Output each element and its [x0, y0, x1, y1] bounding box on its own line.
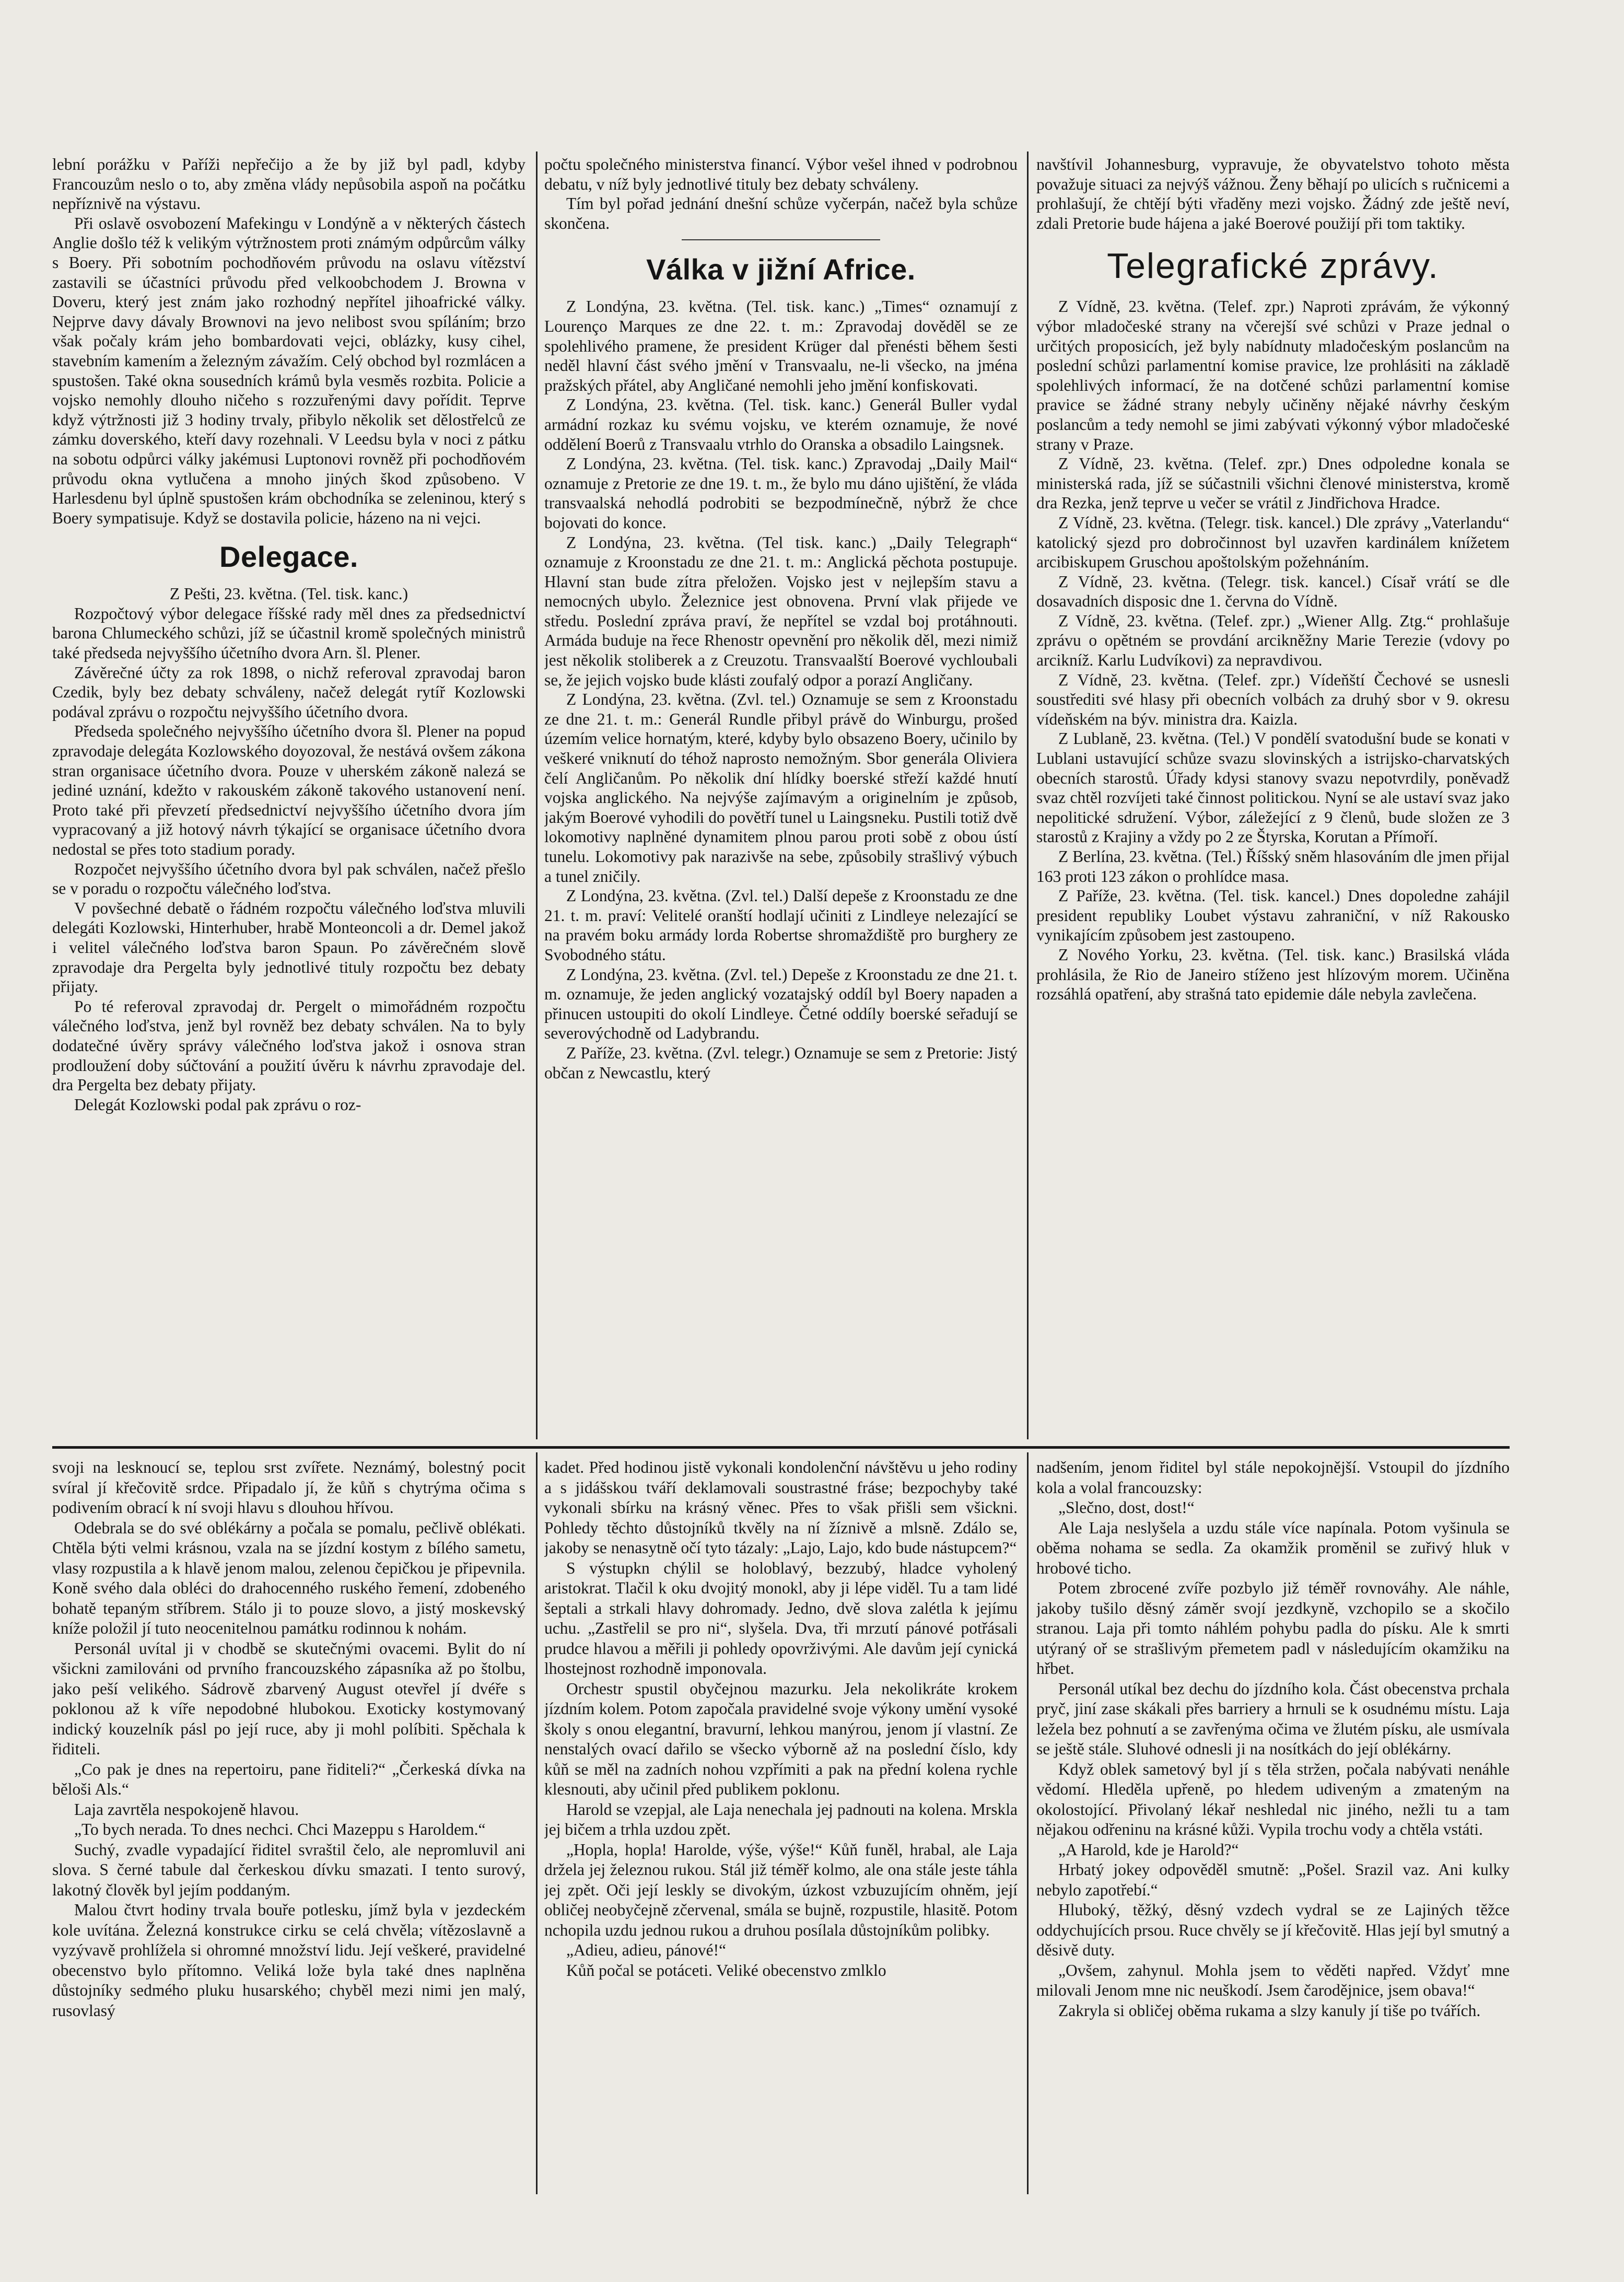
- section-heading-valka: Válka v jižní Africe.: [646, 253, 916, 286]
- story-paragraph: kadet. Před hodinou jistě vykonali kondolenční návštěvu u jeho rodiny a s jidášskou tváří deklamovali soustrastné fráse; bezpochyby také vykonali sbírku na krásný věnec. Přes to však přišli sem všickni. Pohledy těchto důstojníků tkvěly na ní žíznivě a mlsně. Zdálo se, jakoby se nenasytně očí tyto tázaly: „Lajo, Lajo, kdo bude nástupcem?“: [544, 1458, 1018, 1557]
- article-paragraph: Z Londýna, 23. května. (Zvl. tel.) Oznamuje se sem z Kroonstadu ze dne 21. t. m.: Generál Rundle přibyl právě do Winburgu, prošed územím velice hornatým, které, kdyby bylo obsazeno Boery, učinilo by veškeré vniknutí do téhož naprosto nemožným. Sbor generála Oliviera čelí Angličanům. Po několik dní hlídky boerské střeží každé hnutí vojska anglického. Na nejvýše zajímavým a originelním je způsob, jakým Boerové vyhodili do povětří tunel u Laingsneku. Pustili totiž dvě lokomotivy naplněné dynamitem plnou parou proti sobě z obou ústí tunelu. Lokomotivy pak narazivše na sebe, způsobily strašlivý výbuch a tunel zničily.: [544, 690, 1018, 886]
- article-paragraph: Z Vídně, 23. května. (Telef. zpr.) Naproti zprávám, že výkonný výbor mladočeské strany na včerejší své schůzi v Praze jednal o určitých proposicích, jež byly nabídnuty mladočeským poslancům na poslední schůzi parlamentní komise pravice, lze prohlásiti na základě spolehlivých informací, že na dotčené schůzi parlamentní komise pravice se žádné strany nebyly učiněny nějaké návrhy českým poslancům a tedy nemohl se jimi zabývati výkonný výbor mladočeské strany v Praze.: [1036, 297, 1510, 453]
- article-paragraph: Z Vídně, 23. května. (Telegr. tisk. kancel.) Dle zprávy „Vaterlandu“ katolický sjezd pro dobročinnost byl uzavřen kardinálem knížetem arcibiskupem Gruschou apoštolským požehnáním.: [1036, 513, 1510, 572]
- story-paragraph: Odebrala se do své oblékárny a počala se pomalu, pečlivě oblékati. Chtěla býti velmi krásnou, vzala na se jízdní kostym z bílého sametu, vlasy rozpustila a k hlavě jenom malou, zelenou čepičkou je připevnila. Koně svého dala obléci do drahocenného ruského řemení, zdobeného bohatě tepaným stříbrem. Stálo ji to pouze slovo, a jistý moskevský kníže položil jí tuto neocenitelnou památku rodinnou k nohám.: [52, 1518, 525, 1637]
- story-paragraph: Personál uvítal ji v chodbě se skutečnými ovacemi. Bylit do ní všickni zamilováni od prvního francouzského zápasníka až po štolbu, jako peší velikého. Sádrově zbarvený August otevřel jí dvéře s poklonou až k víře nepodobné hlubokou. Exoticky kostymovaný indický kouzelník pásl po její ruce, aby ji mohl políbiti. Spěchala k řiditeli.: [52, 1639, 525, 1758]
- news-column-3: [1036, 155, 1510, 1439]
- story-paragraph: „To bych nerada. To dnes nechci. Chci Mazeppu s Haroldem.“: [74, 1820, 486, 1838]
- article-paragraph: Z Londýna, 23. května. (Tel. tisk. kanc.) Generál Buller vydal armádní rozkaz ku svému vojsku, ve kterém oznamuje, že nové oddělení Boerů z Transvaalu vtrhlo do Oranska a obsadilo Laingsnek.: [544, 395, 1018, 453]
- article-paragraph: Tím byl pořad jednání dnešní schůze vyčerpán, načež byla schůze skončena.: [544, 194, 1018, 232]
- column-rule: [536, 1452, 538, 2194]
- story-paragraph: Suchý, zvadle vypadající řiditel svraštil čelo, ale nepromluvil ani slova. S černé tabule dal čerkeskou dívku smazati. I tento surový, lakotný člověk byl jejím poddaným.: [52, 1840, 525, 1899]
- article-paragraph: Z Londýna, 23. května. (Zvl. tel.) Další depeše z Kroonstadu ze dne 21. t. m. praví: Velitelé oranští hodlají učiniti z Lindleye nelezající se na pravém boku armády lorda Robertse shromaždiště pro burghery ze Svobodného státu.: [544, 887, 1018, 964]
- article-paragraph: Z Londýna, 23. května. (Zvl. tel.) Depeše z Kroonstadu ze dne 21. t. m. oznamuje, že jeden anglický vozatajský oddíl byl Boery napaden a přinucen ustoupiti do okolí Lindleye. Četné oddíly boerské seřadují se severovýchodně od Ladybrandu.: [544, 965, 1018, 1043]
- story-paragraph: Laja zavrtěla nespokojeně hlavou.: [74, 1800, 299, 1819]
- column-rule: [536, 152, 538, 1439]
- article-paragraph: počtu společného ministerstva financí. Výbor vešel ihned v podrobnou debatu, v níž byly jednotlivé tituly bez debaty schváleny.: [544, 155, 1018, 193]
- article-paragraph: Po té referoval zpravodaj dr. Pergelt o mimořádném rozpočtu válečného loďstva, jenž byl rovněž bez debaty schválen. Na to byly dodatečné úvěry správy válečného loďstva jakož i osnova stran prodloužení doby súčtování a použití úvěru k návrhu zpravodaje del. dra Pergelta bez debaty přijaty.: [52, 997, 525, 1095]
- article-paragraph: V povšechné debatě o řádném rozpočtu válečného loďstva mluvili delegáti Kozlowski, Hinterhuber, hrabě Monteoncoli a dr. Demel jakož i velitel válečného loďstva baron Spaun. Po závěrečném slově zpravodaje dra Pergelta byly jednotlivé tituly rozpočtu bez debaty přijaty.: [52, 899, 525, 996]
- story-paragraph: Kůň počal se potáceti. Veliké obecenstvo zmlklo: [566, 1961, 886, 1980]
- story-paragraph: Harold se vzepjal, ale Laja nenechala jej padnouti na kolena. Mrskla jej bičem a trhla uzdou zpět.: [544, 1800, 1018, 1838]
- story-paragraph: svoji na lesknoucí se, teplou srst zvířete. Neznámý, bolestný pocit svíral jí křečovitě srdce. Připadalo jí, že kůň s chytrýma očima s podivením obrací k ní svoji hlavu s dlouhou hřívou.: [52, 1458, 525, 1517]
- article-paragraph: navštívil Johannesburg, vypravuje, že obyvatelstvo tohoto města považuje situaci za nejvýš vážnou. Ženy běhají po ulicích s ručnicemi a prohlašují, že chtějí býti vřaděny mezi vojsko. Žádný zde ještě neví, zdali Pretorie bude hájena a jaké Boerové použijí při tom taktiky.: [1036, 155, 1510, 232]
- news-column-1: [52, 155, 525, 1439]
- article-paragraph: Rozpočtový výbor delegace říšské rady měl dnes za předsednictví barona Chlumeckého schůzi, jíž se účastnil kromě společných ministrů také předseda nejvyššího účetního dvora Arn. šl. Plener.: [52, 604, 525, 662]
- article-paragraph: Z Nového Yorku, 23. května. (Tel. tisk. kanc.) Brasilská vláda prohlásila, že Rio de Janeiro stíženo jest hlízovým morem. Učiněna rozsáhlá opatření, aby strašná tato epidemie dále nebyla zavlečena.: [1036, 945, 1510, 1004]
- news-column-2: [544, 155, 1018, 1439]
- article-paragraph: Z Vídně, 23. května. (Telegr. tisk. kancel.) Císař vrátí se dle dosavadních disposic dne 1. června do Vídně.: [1036, 572, 1510, 611]
- feuilleton-column-1: [52, 1458, 525, 2189]
- story-paragraph: „Adieu, adieu, pánové!“: [566, 1941, 727, 1959]
- feuilleton-separator: [52, 1446, 1510, 1449]
- feuilleton-column-2: [544, 1458, 1018, 2189]
- article-paragraph: Předseda společného nejvyššího účetního dvora šl. Plener na popud zpravodaje delegáta Kozlowského doyozoval, že nestává ovšem zákona stran organisace účetního dvora. Pouze v uherském zákoně nalezá se jediné uznání, kdežto v rakouském zákoně takového ustanovení není. Proto také při převzetí předsednictví nejvyššího účetního dvora jím vypracovaný a již hotový návrh týkající se organisace účetního dvora nedostal se přes toto stadium porady.: [52, 722, 525, 858]
- story-paragraph: „A Harold, kde je Harold?“: [1058, 1840, 1239, 1859]
- story-paragraph: Potem zbrocené zvíře pozbylo již téměř rovnováhy. Ale náhle, jakoby tušilo děsný záměr svojí jezdkyně, vzchopilo se a skočilo stranou. Laja při tomto náhlém pohybu padla do písku. Ale k smrti utýraný oř se strašlivým přemetem padl v následujícím okamžiku na hřbet.: [1036, 1579, 1510, 1678]
- feuilleton-column-3: [1036, 1458, 1510, 2189]
- article-paragraph: Závěrečné účty za rok 1898, o nichž referoval zpravodaj baron Czedik, byly bez debaty schváleny, načež delegát rytíř Kozlowski podával zprávu o rozpočtu nejvyššího účetního dvora.: [52, 663, 525, 721]
- story-paragraph: Personál utíkal bez dechu do jízdního kola. Část obecenstva prchala pryč, jiní zase skákali přes barriery a hrnuli se k osudnému místu. Laja ležela bez pohnutí a se zavřenýma očima ve žlutém písku, ale usmívala se ještě stále. Sluhové odnesli ji na nosítkách do její oblékárny.: [1036, 1679, 1510, 1758]
- story-paragraph: Orchestr spustil obyčejnou mazurku. Jela nekolikráte krokem jízdním kolem. Potom započala pravidelné svoje výkony umění vysoké školy s onou elegantní, bravurní, lehkou manýrou, jenom jí vlastní. Ze nenstalých ovací dařilo se všecko výborně až na poslední číslo, kdy kůň se měl na zadních nohou vzpřímiti a pak na přední kolena rychle klesnouti, aby učinil před publikem poklonu.: [544, 1679, 1018, 1798]
- story-paragraph: nadšením, jenom řiditel byl stále nepokojnější. Vstoupil do jízdního kola a volal francouzsky:: [1036, 1458, 1510, 1497]
- dateline: Z Pešti, 23. května. (Tel. tisk. kanc.): [169, 585, 408, 603]
- story-paragraph: „Slečno, dost, dost!“: [1058, 1498, 1195, 1517]
- article-paragraph: Při oslavě osvobození Mafekingu v Londýně a v některých částech Anglie došlo též k velikým výtržnostem proti známým odpůrcům války s Boery. Při sobotním pochodňovém průvodu na oslavu vítězství zastavili se účastníci průvodu před velkoobchodem J. Browna v Doveru, který jest znám jako rozhodný nepřítel jihoafrické války. Nejprve davy dávaly Brownovi na jevo nelibost svou spíláním; brzo však počaly krám jeho bombardovati vejci, oblázky, kusy cihel, stavebním kamením a železným závažím. Celý obchod byl rozmlácen a spustošen. Také okna sousedních krámů byla vesměs rozbita. Policie a vojsko nemohly dlouho ničeho s rozzuřenými davy pořídit. Teprve když výtržnosti již 3 hodiny trvaly, přibylo několik set dělostřelců ze zámku doverského, kteří davy rozehnali. V Leedsu byla v noci z pátku na sobotu odpůrci války jakémusi Luptonovi rovněž při pochodňovém průvodu okna vytlučena a mnoho jiných škod způsobeno. V Harlesdenu byl úplně spustošen krám obchodníka se zeleninou, který s Boery sympatisuje. Když se dostavila policie, házeno na ni vejci.: [52, 214, 525, 527]
- article-paragraph: lební porážku v Paříži nepřečijo a že by již byl padl, kdyby Francouzům neslo o to, aby změna vlády nepůsobila aspoň na počátku nepříznivě na výstavu.: [52, 155, 525, 213]
- section-heading-delegace: Delegace.: [219, 540, 358, 574]
- article-paragraph: Z Paříže, 23. května. (Tel. tisk. kancel.) Dnes dopoledne zahájil president republiky Loubet výstavu zahraniční, v níž Rakousko vynikajícím způsobem jest zastoupeno.: [1036, 887, 1510, 945]
- article-paragraph: Z Londýna, 23. května. (Tel. tisk. kanc.) Zpravodaj „Daily Mail“ oznamuje z Pretorie ze dne 19. t. m., že bylo mu dáno ujištění, že vláda transvaalská nehodlá podrobiti se bezpodmínečně, nýbrž že chce bojovati do konce.: [544, 455, 1018, 532]
- article-paragraph: Z Paříže, 23. května. (Zvl. telegr.) Oznamuje se sem z Pretorie: Jistý občan z Newcastlu, který: [544, 1043, 1018, 1082]
- article-paragraph: Z Vídně, 23. května. (Telef. zpr.) Vídeňští Čechové se usnesli soustřediti své hlasy při obecních volbách za druhý sbor v 9. okresu vídeňském na býv. ministra dra. Kaizla.: [1036, 670, 1510, 728]
- short-rule: [682, 239, 880, 240]
- story-paragraph: Zakryla si obličej oběma rukama a slzy kanuly jí tiše po tvářích.: [1058, 2001, 1481, 2020]
- article-paragraph: Delegát Kozlowski podal pak zprávu o roz-: [74, 1095, 361, 1114]
- article-paragraph: Z Londýna, 23. května. (Tel. tisk. kanc.) „Times“ oznamují z Lourenço Marques ze dne 22. t. m.: Zpravodaj dověděl se ze spolehlivého pramene, že president Krüger dal přenésti během šesti neděl hlavní část svého jmění v Transvaalu, ne-li všecko, na jména pražských přátel, aby Angličané nemohli jeho jmění konfiskovati.: [544, 297, 1018, 394]
- story-paragraph: S výstupkn chýlil se holoblavý, bezzubý, hladce vyholený aristokrat. Tlačil k oku dvojitý monokl, aby ji lépe viděl. Tu a tam lidé šeptali a strkali hlavy dohromady. Jedno, dvě slova zalétla k jejímu uchu. „Zastřelil se pro ni“, slyšela. Dva, tři mrzutí pánové potřásali prudce hlavou a měřili ji pohledy opovrživými. Ale davům její cynická lhostejnost rozhodně imponovala.: [544, 1558, 1018, 1678]
- article-paragraph: Rozpočet nejvyššího účetního dvora byl pak schválen, načež přešlo se v poradu o rozpočtu válečného loďstva.: [52, 859, 525, 898]
- column-rule: [1027, 1452, 1029, 2194]
- story-paragraph: „Hopla, hopla! Harolde, výše, výše!“ Kůň funěl, hrabal, ale Laja držela jej železnou rukou. Stál již téměř kolmo, ale ona stále jeste táhla jej zpět. Oči její leskly se divokým, úzkost vzbuzujícím ohněm, její obličej neobyčejně zčervenal, smála se bujně, rozpustile, hlasitě. Potom nchopila uzdu jednou rukou a druhou posílala důstojníkům polibky.: [544, 1840, 1018, 1939]
- story-paragraph: Ale Laja neslyšela a uzdu stále více napínala. Potom vyšinula se oběma nohama se sedla. Za okamžik proměnil se zuřivý hluk v hrobové ticho.: [1036, 1518, 1510, 1577]
- story-paragraph: „Ovšem, zahynul. Mohla jsem to věděti napřed. Vždyť mne milovali Jenom mne nic neuškodí. Jsem čarodějnice, jsem obava!“: [1036, 1961, 1510, 1999]
- story-paragraph: Hrbatý jokey odpověděl smutně: „Pošel. Srazil vaz. Ani kulky nebylo zapotřebí.“: [1036, 1860, 1510, 1899]
- article-paragraph: Z Lublaně, 23. května. (Tel.) V pondělí svatodušní bude se konati v Lublani ustavující schůze svazu slovinských a istrijsko-charvatských obecních starostů. Úřady kdysi stanovy svazu nepotvrdily, poněvadž svaz chtěl rozvíjeti také činnost politickou. Nyní se ale ustaví svaz jako nepolitické sdružení. Výbor, záležející z 9 členů, bude složen ze 3 starostů z Krajiny a vždy po 2 ze Štyrska, Korutan a Přímoří.: [1036, 729, 1510, 846]
- article-paragraph: Z Vídně, 23. května. (Telef. zpr.) „Wiener Allg. Ztg.“ prohlašuje zprávu o opětném se provdání arcikněžny Marie Terezie (vdovy po arcikníž. Karlu Ludvíkovi) za nepravdivou.: [1036, 611, 1510, 670]
- story-paragraph: Když oblek sametový byl jí s těla stržen, počala nabývati nenáhle vědomí. Hleděla upřeně, po hledem udiveným a zmateným na okolostojící. Přivolaný lékař neshledal nic jiného, nežli tu a tam nějakou odřeninu na krásné kůži. Vypila trochu vody a chtěla vstáti.: [1036, 1760, 1510, 1838]
- story-paragraph: Malou čtvrt hodiny trvala bouře potlesku, jímž byla v jezdeckém kole uvítána. Železná konstrukce cirku se celá chvěla; vítězoslavně a vyzývavě prohlížela si ohromné množství lidu. Její veškeré, pravidelné obecenstvo bylo přítomno. Veliká lože byla také dnes naplněna důstojníky sedmého pluku husarského; chyběl mezi nimi jen malý, rusovlasý: [52, 1901, 525, 2020]
- story-paragraph: Hluboký, těžký, děsný vzdech vydral se ze Lajiných těžce oddychujících prsou. Ruce chvěly se jí křečovitě. Hlas její byl smutný a děsivě duty.: [1036, 1901, 1510, 1959]
- article-paragraph: Z Vídně, 23. května. (Telef. zpr.) Dnes odpoledne konala se ministerská rada, jíž se súčastnili všichni členové ministerstva, kromě dra Rezka, jenž teprve u večer se vrátil z Jindřichova Hradce.: [1036, 455, 1510, 513]
- story-paragraph: „Co pak je dnes na repertoiru, pane řiditeli?“ „Čerkeská dívka na běloši Als.“: [52, 1760, 525, 1798]
- section-heading-telegraficke: Telegrafické zprávy.: [1107, 246, 1439, 286]
- article-paragraph: Z Berlína, 23. května. (Tel.) Říšský sněm hlasováním dle jmen přijal 163 proti 123 zákon o prohlídce masa.: [1036, 847, 1510, 886]
- article-paragraph: Z Londýna, 23. května. (Tel tisk. kanc.) „Daily Telegraph“ oznamuje z Kroonstadu ze dne 21. t. m.: Anglická pěchota postupuje. Hlavní stan bude zítra přeložen. Vojsko jest v nejlepším stavu a nemocných ubylo. Železnice jest obnovena. První vlak přijede ve středu. Poslední zpráva praví, že nepřítel se vzdal boj protáhnouti. Armáda buduje na řece Rhenostr opevnění pro několik děl, mezi nimiž jest několik stoliberek a z Creuzotu. Transvaalští Boerové vychloubali se, že jejich vojsko bude klásti zoufalý odpor a porazí Angličany.: [544, 533, 1018, 689]
- column-rule: [1027, 152, 1029, 1439]
